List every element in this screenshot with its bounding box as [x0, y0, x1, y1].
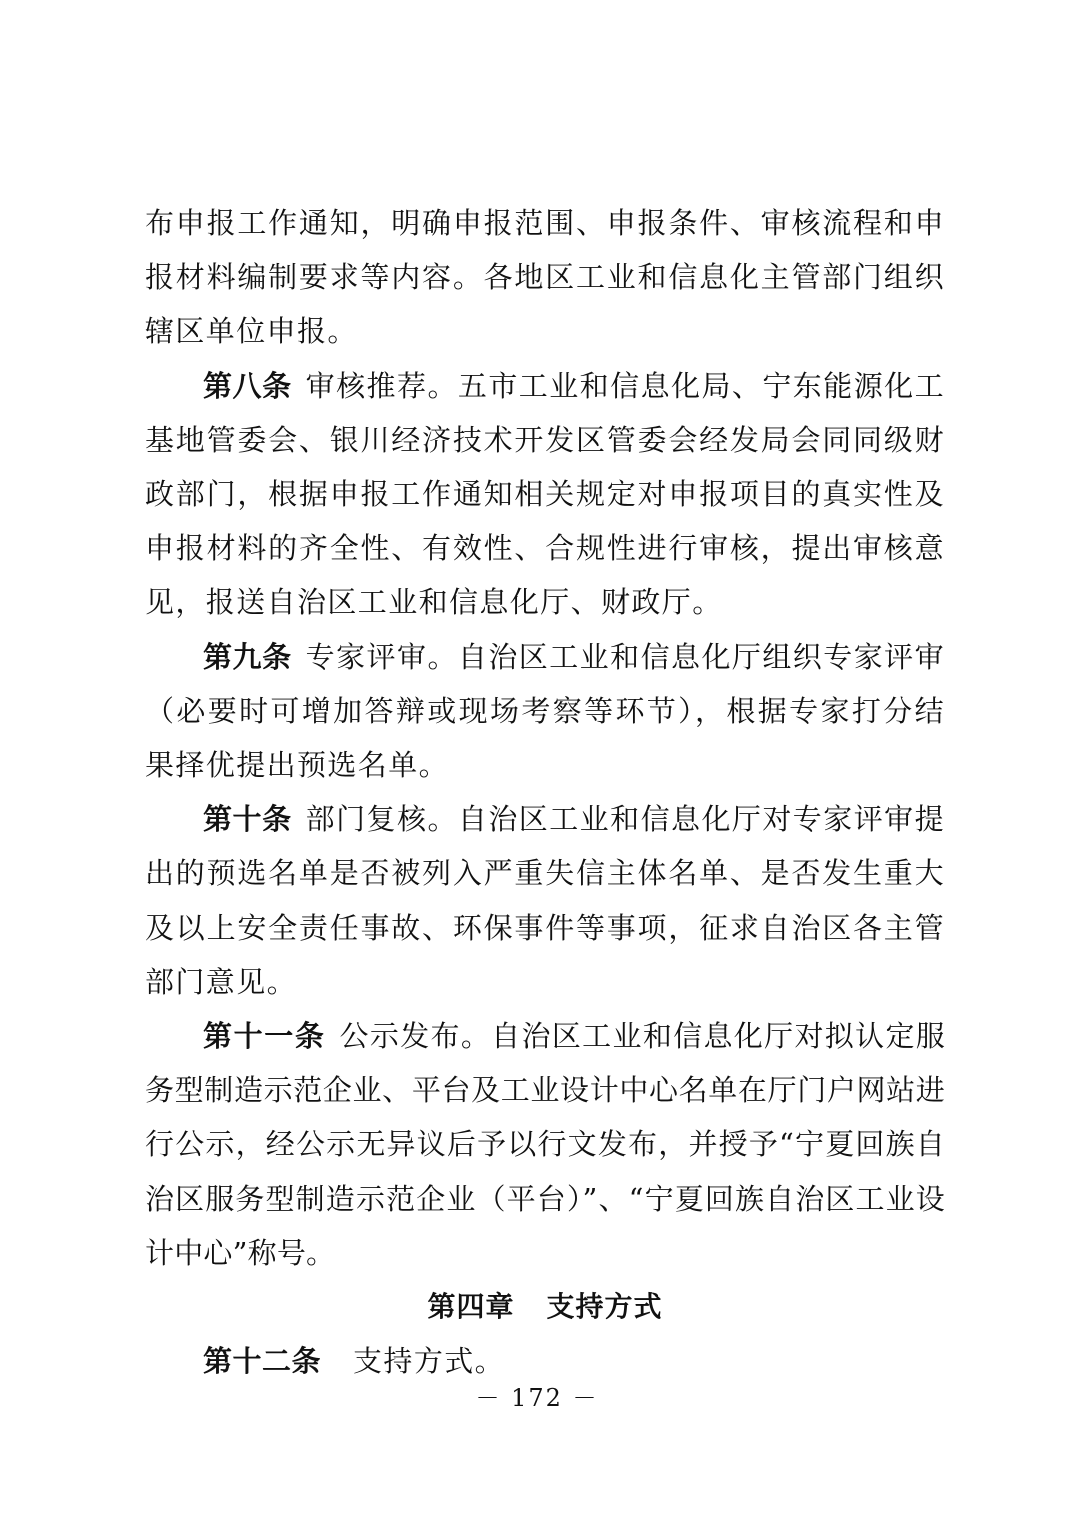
- article-9: [145, 630, 945, 793]
- article-11: [145, 1009, 945, 1280]
- article-number: 第十一条: [203, 1019, 326, 1054]
- chapter-heading: [145, 1280, 945, 1334]
- article-text: 部门复核。自治区工业和信息化厅对专家评审提出的预选名单是否被列入严重失信主体名单、是否发生重大及以上安全责任事故、环保事件等事项，征求自治区各主管部门意见。: [145, 802, 945, 999]
- page-number: － 172 －: [475, 1384, 599, 1412]
- document-body: [145, 196, 945, 1388]
- chapter-number: 第四章: [427, 1290, 515, 1324]
- article-text: 公示发布。自治区工业和信息化厅对拟认定服务型制造示范企业、平台及工业设计中心名单在厅门户网站进行公示，经公示无异议后予以行文发布，并授予“宁夏回族自治区服务型制造示范企业（平台）”、“宁夏回族自治区工业设计中心”称号。: [145, 1019, 945, 1270]
- article-number: 第九条: [203, 639, 292, 674]
- article-text: 专家评审。自治区工业和信息化厅组织专家评审（必要时可增加答辩或现场考察等环节），根据专家打分结果择优提出预选名单。: [145, 639, 945, 783]
- article-number: 第十条: [203, 802, 292, 837]
- article-8: [145, 359, 945, 630]
- article-number: 第十二条: [203, 1344, 322, 1379]
- article-10: [145, 792, 945, 1009]
- article-text: 审核推荐。五市工业和信息化局、宁东能源化工基地管委会、银川经济技术开发区管委会经发局会同同级财政部门，根据申报工作通知相关规定对申报项目的真实性及申报材料的齐全性、有效性、合规性进行审核，提出审核意见，报送自治区工业和信息化厅、财政厅。: [145, 368, 945, 620]
- article-text: 支持方式。: [353, 1344, 506, 1379]
- chapter-title: 支持方式: [546, 1290, 663, 1324]
- paragraph-continued: [145, 196, 945, 359]
- paragraph-text: 布申报工作通知，明确申报范围、申报条件、审核流程和申报材料编制要求等内容。各地区工业和信息化主管部门组织辖区单位申报。: [145, 206, 945, 349]
- article-number: 第八条: [203, 368, 292, 403]
